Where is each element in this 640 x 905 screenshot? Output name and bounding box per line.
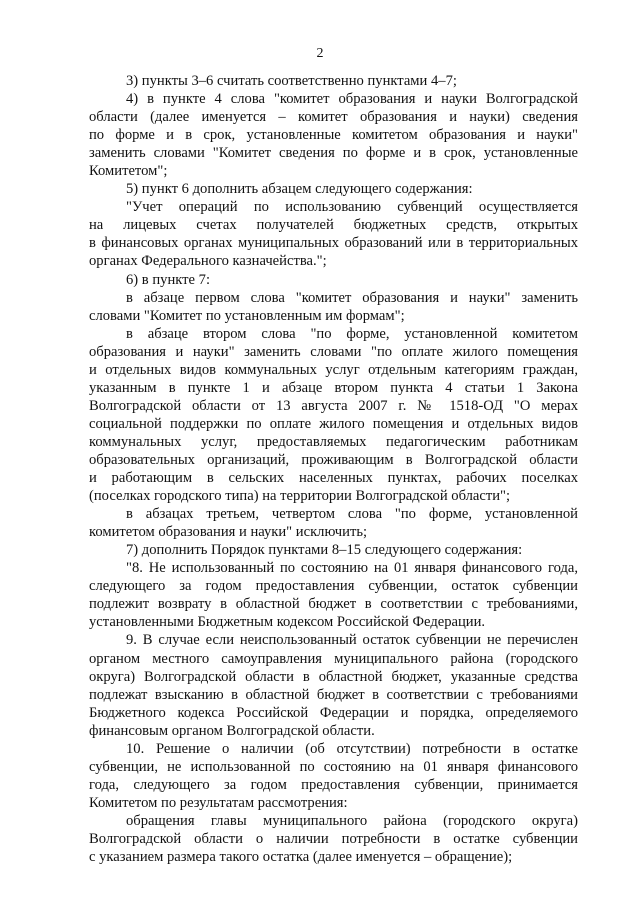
text-line: социальной поддержки по оплате жилого помещения и отдельных видов	[89, 415, 578, 432]
text-line: образования и науки" заменить словами "по оплате жилого помещения	[89, 343, 578, 360]
text-line: подлежит возврату в областной бюджет в соответствии с требованиями,	[89, 596, 578, 613]
text-line: указанным в пункте 1 и абзаце втором пункта 4 статьи 1 Закона	[89, 379, 578, 396]
text-line: в абзаце первом слова "комитет образования и науки" заменить	[126, 289, 578, 306]
text-line: округа) Волгоградской области в областной бюджет, указанные средства	[89, 668, 578, 685]
text-line: Бюджетного кодекса Российской Федерации и порядка, определяемого	[89, 704, 578, 721]
text-line: финансовым органом Волгоградской области.	[89, 722, 375, 739]
text-line: на лицевых счетах получателей бюджетных средств, открытых	[89, 217, 578, 234]
text-line: "8. Не использованный по состоянию на 01 января финансового года,	[126, 560, 578, 577]
text-line: 7) дополнить Порядок пунктами 8–15 следующего содержания:	[126, 542, 523, 559]
text-line: Волгоградской области от 13 августа 2007 г. № 1518-ОД "О мерах	[89, 397, 578, 414]
text-line: образовательных организаций, проживающим в Волгоградской области	[89, 451, 578, 468]
text-line: субвенции, не использованной по состоянию на 01 января финансового	[89, 758, 578, 775]
page-number: 2	[316, 46, 324, 61]
text-line: 9. В случае если неиспользованный остаток субвенции не перечислен	[126, 632, 578, 649]
text-line: года, следующего за годом предоставления субвенции, принимается	[89, 776, 578, 793]
text-line: и работающим в сельских населенных пунктах, рабочих поселках	[89, 470, 578, 487]
text-line: 10. Решение о наличии (об отсутствии) потребности в остатке	[126, 740, 578, 757]
text-line: установленными Бюджетным кодексом Российской Федерации.	[89, 614, 486, 631]
text-line: с указанием размера такого остатка (далее именуется – обращение);	[89, 849, 513, 866]
document-body	[89, 72, 578, 866]
text-line: в абзаце втором слова "по форме, установленной комитетом	[126, 325, 578, 342]
text-line: 4) в пункте 4 слова "комитет образования и науки Волгоградской	[126, 91, 578, 108]
text-line: следующего за годом предоставления субвенции, остаток субвенции	[89, 578, 578, 595]
text-line: подлежат взысканию в областной бюджет в соответствии с требованиями	[89, 686, 578, 703]
text-line: коммунальных услуг, предоставляемых педагогическим работникам	[89, 433, 578, 450]
text-line: "Учет операций по использованию субвенций осуществляется	[126, 199, 578, 216]
text-line: обращения главы муниципального района (городского округа)	[126, 812, 578, 829]
text-line: Комитетом";	[89, 163, 168, 180]
text-line: 6) в пункте 7:	[126, 271, 211, 288]
text-line: 3) пункты 3–6 считать соответственно пунктами 4–7;	[126, 73, 457, 89]
text-line: 5) пункт 6 дополнить абзацем следующего содержания:	[126, 181, 473, 198]
text-line: Волгоградской области о наличии потребности в остатке субвенции	[89, 830, 578, 847]
text-line: (поселках городского типа) на территории Волгоградской области";	[89, 488, 511, 505]
text-line: Комитетом по результатам рассмотрения:	[89, 794, 348, 811]
text-line: и отдельных видов коммунальных услуг отдельным категориям граждан,	[89, 361, 578, 378]
text-line: словами "Комитет по установленным им формам";	[89, 307, 405, 324]
text-line: по форме и в срок, установленные комитетом образования и науки"	[89, 127, 578, 144]
text-line: в финансовых органах муниципальных образований или в территориальных	[89, 235, 578, 252]
text-line: заменить словами "Комитет сведения по форме и в срок, установленные	[89, 145, 578, 162]
text-line: органом местного самоуправления муниципального района (городского	[89, 650, 578, 667]
text-line: комитетом образования и науки" исключить;	[89, 524, 368, 541]
text-line: области (далее именуется – комитет образования и науки) сведения	[89, 109, 578, 126]
text-line: в абзацах третьем, четвертом слова "по форме, установленной	[126, 506, 578, 523]
text-line: органах Федерального казначейства.";	[89, 253, 327, 270]
